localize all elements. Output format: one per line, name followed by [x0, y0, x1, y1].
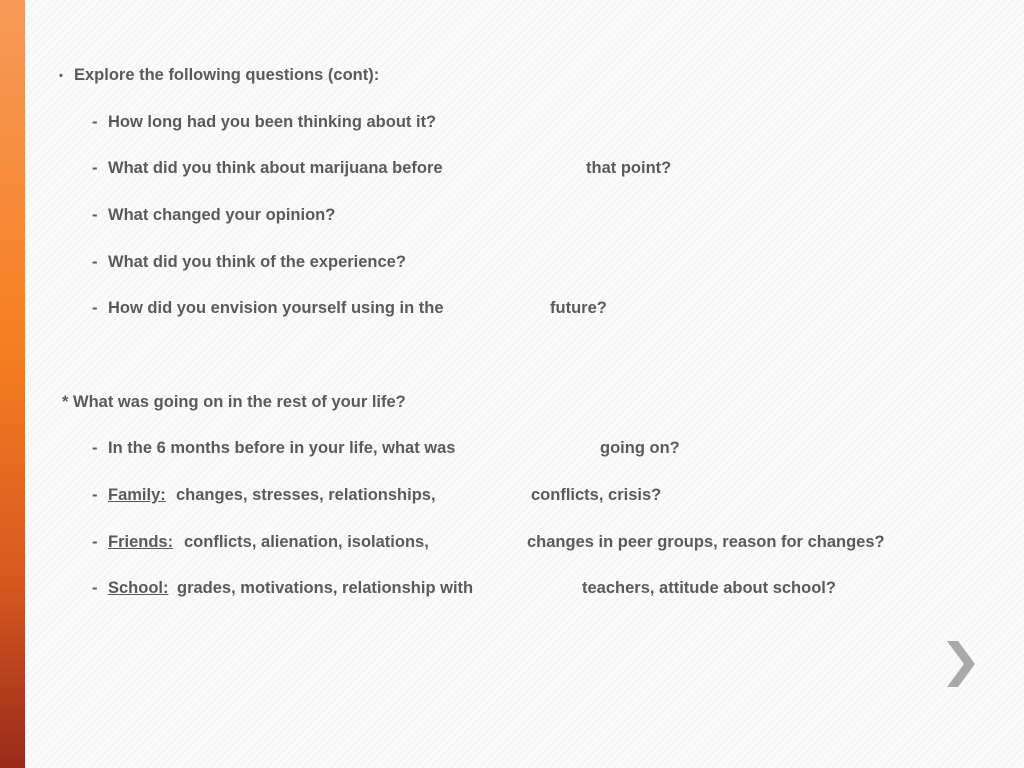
list-item-text: In the 6 months before in your life, what was — [108, 439, 456, 457]
list-item-dash: - — [92, 533, 98, 551]
list-item-text-continued: changes in peer groups, reason for changes? — [527, 533, 885, 551]
list-item-dash: - — [92, 206, 98, 224]
list-item-text-continued: going on? — [600, 439, 680, 457]
list-item-text: changes, stresses, relationships, — [176, 486, 436, 504]
bullet-dot: • — [59, 70, 63, 82]
section2-heading: * What was going on in the rest of your life? — [62, 393, 406, 411]
list-item-dash: - — [92, 439, 98, 457]
list-item-text-continued: conflicts, crisis? — [531, 486, 662, 504]
list-item-text: How long had you been thinking about it? — [108, 113, 437, 131]
list-item-text-continued: that point? — [586, 159, 672, 177]
list-item-dash: - — [92, 579, 98, 597]
school-label: School: — [108, 579, 169, 597]
list-item-text: What changed your opinion? — [108, 206, 336, 224]
section1-heading: Explore the following questions (cont): — [74, 66, 380, 84]
list-item-dash: - — [92, 253, 98, 271]
list-item-text: conflicts, alienation, isolations, — [184, 533, 429, 551]
list-item-text: How did you envision yourself using in the — [108, 299, 444, 317]
list-item-text: grades, motivations, relationship with — [177, 579, 474, 597]
list-item-dash: - — [92, 299, 98, 317]
list-item-text: What did you think about marijuana before — [108, 159, 443, 177]
family-label: Family: — [108, 486, 166, 504]
list-item-dash: - — [92, 486, 98, 504]
list-item-text-continued: teachers, attitude about school? — [582, 579, 836, 597]
list-item-dash: - — [92, 113, 98, 131]
list-item-text-continued: future? — [550, 299, 607, 317]
chevron-right-icon — [944, 638, 978, 690]
list-item-dash: - — [92, 159, 98, 177]
next-slide-button[interactable] — [944, 638, 978, 690]
friends-label: Friends: — [108, 533, 174, 551]
list-item-text: What did you think of the experience? — [108, 253, 406, 271]
